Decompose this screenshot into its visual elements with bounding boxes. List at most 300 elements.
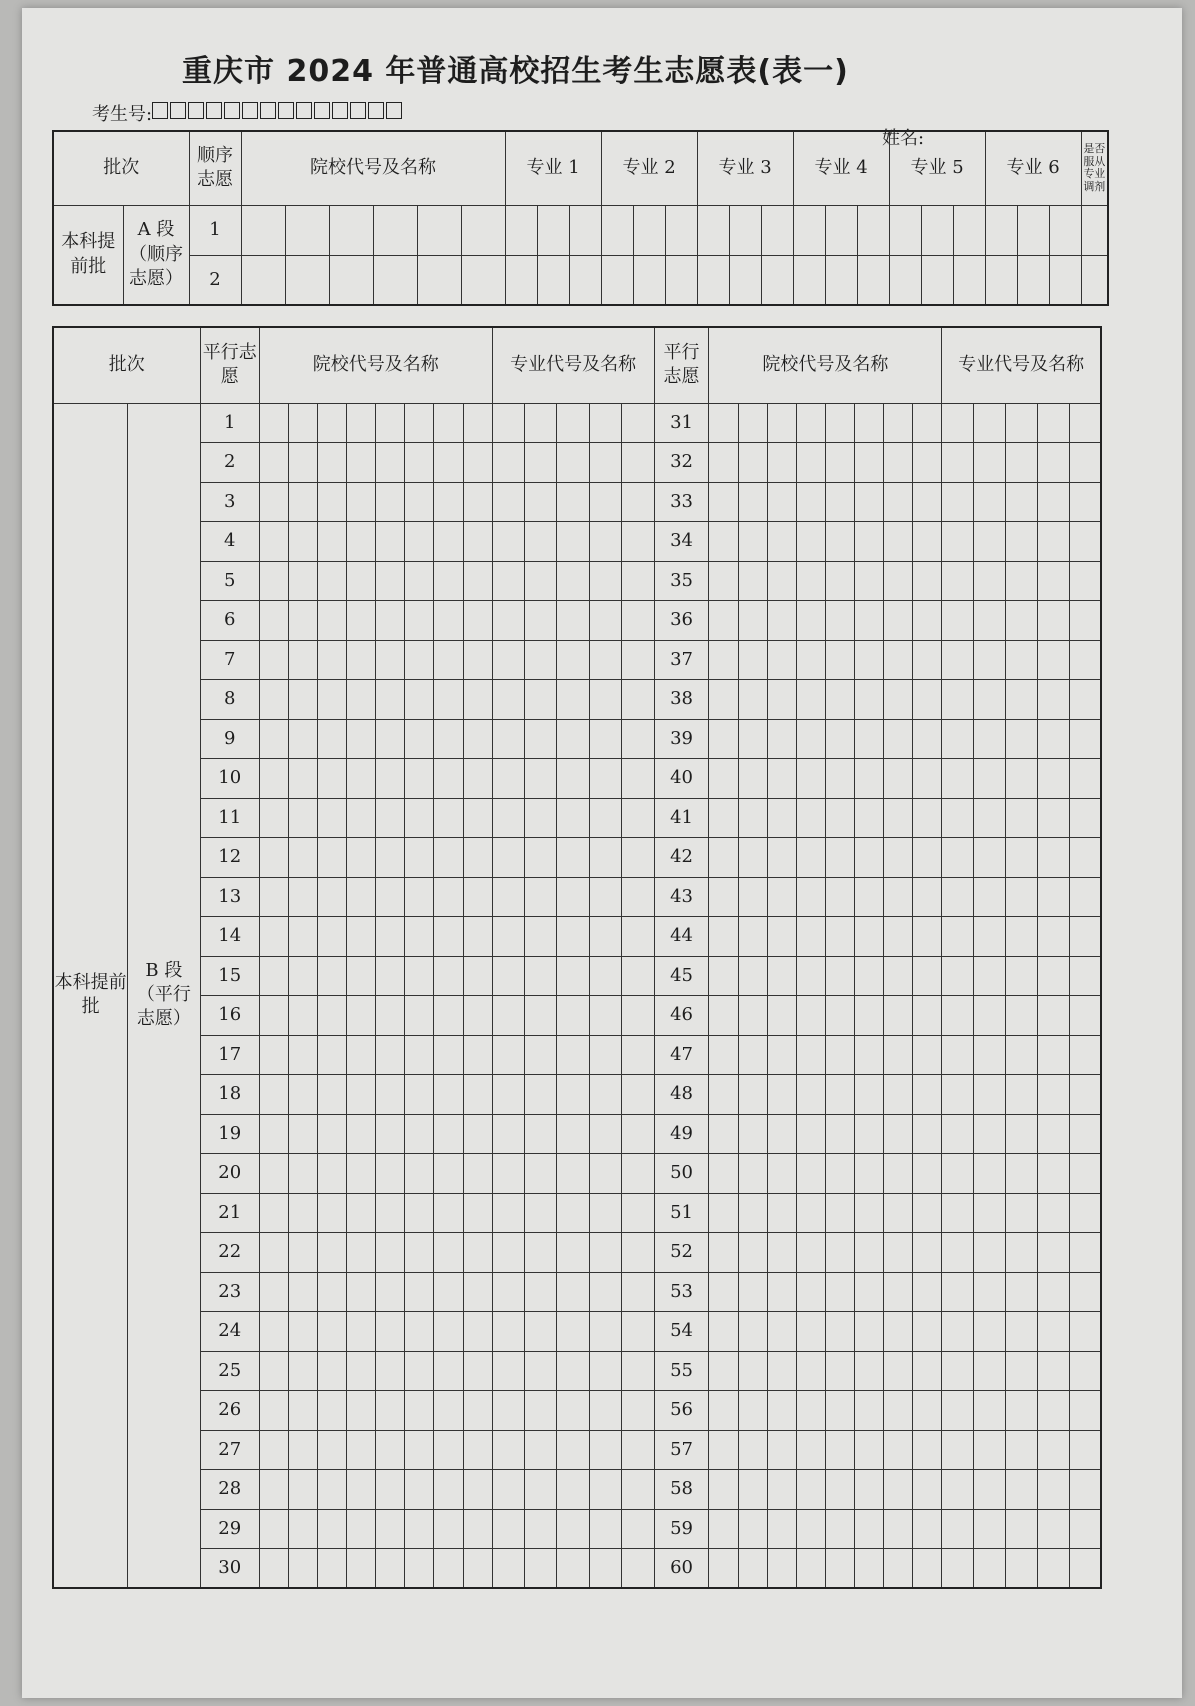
school-code-cell[interactable]	[796, 1509, 825, 1549]
school-code-cell[interactable]	[259, 443, 288, 483]
major-code-cell[interactable]	[601, 205, 633, 255]
school-code-cell[interactable]	[463, 561, 492, 601]
school-code-cell[interactable]	[376, 838, 405, 878]
major-code-cell[interactable]	[1037, 838, 1069, 878]
school-code-cell[interactable]	[884, 1430, 913, 1470]
major-code-cell[interactable]	[1037, 522, 1069, 562]
major-code-cell[interactable]	[942, 877, 974, 917]
school-code-cell[interactable]	[288, 1430, 317, 1470]
major-code-cell[interactable]	[974, 1470, 1006, 1510]
school-code-cell[interactable]	[434, 601, 463, 641]
school-code-cell[interactable]	[434, 443, 463, 483]
major-code-cell[interactable]	[492, 443, 524, 483]
major-code-cell[interactable]	[622, 798, 654, 838]
school-code-cell[interactable]	[347, 1193, 376, 1233]
major-code-cell[interactable]	[1037, 1509, 1069, 1549]
major-code-cell[interactable]	[525, 1233, 557, 1273]
school-code-cell[interactable]	[884, 1035, 913, 1075]
major-code-cell[interactable]	[974, 443, 1006, 483]
school-code-cell[interactable]	[767, 956, 796, 996]
major-code-cell[interactable]	[589, 877, 621, 917]
school-code-cell[interactable]	[738, 601, 767, 641]
major-code-cell[interactable]	[525, 1154, 557, 1194]
major-code-cell[interactable]	[1037, 1193, 1069, 1233]
school-code-cell[interactable]	[434, 838, 463, 878]
school-code-cell[interactable]	[318, 522, 347, 562]
major-code-cell[interactable]	[525, 522, 557, 562]
school-code-cell[interactable]	[373, 255, 417, 305]
exam-id-digit-box[interactable]	[386, 102, 402, 119]
major-code-cell[interactable]	[525, 640, 557, 680]
school-code-cell[interactable]	[376, 1193, 405, 1233]
school-code-cell[interactable]	[318, 996, 347, 1036]
school-code-cell[interactable]	[884, 1193, 913, 1233]
school-code-cell[interactable]	[405, 443, 434, 483]
school-code-cell[interactable]	[405, 719, 434, 759]
school-code-cell[interactable]	[405, 996, 434, 1036]
school-code-cell[interactable]	[767, 1509, 796, 1549]
school-code-cell[interactable]	[767, 1154, 796, 1194]
school-code-cell[interactable]	[463, 1312, 492, 1352]
school-code-cell[interactable]	[259, 996, 288, 1036]
major-code-cell[interactable]	[942, 680, 974, 720]
major-code-cell[interactable]	[1037, 1470, 1069, 1510]
major-code-cell[interactable]	[525, 759, 557, 799]
major-code-cell[interactable]	[942, 1351, 974, 1391]
school-code-cell[interactable]	[347, 719, 376, 759]
school-code-cell[interactable]	[318, 443, 347, 483]
school-code-cell[interactable]	[709, 1509, 738, 1549]
major-code-cell[interactable]	[793, 205, 825, 255]
school-code-cell[interactable]	[709, 1391, 738, 1431]
major-code-cell[interactable]	[557, 1430, 589, 1470]
major-code-cell[interactable]	[525, 1549, 557, 1589]
school-code-cell[interactable]	[405, 680, 434, 720]
school-code-cell[interactable]	[854, 1312, 883, 1352]
school-code-cell[interactable]	[259, 403, 288, 443]
major-code-cell[interactable]	[1037, 680, 1069, 720]
school-code-cell[interactable]	[405, 917, 434, 957]
school-code-cell[interactable]	[796, 917, 825, 957]
major-code-cell[interactable]	[942, 917, 974, 957]
major-code-cell[interactable]	[942, 443, 974, 483]
major-code-cell[interactable]	[761, 255, 793, 305]
school-code-cell[interactable]	[796, 403, 825, 443]
school-code-cell[interactable]	[434, 1154, 463, 1194]
school-code-cell[interactable]	[318, 917, 347, 957]
school-code-cell[interactable]	[376, 561, 405, 601]
major-code-cell[interactable]	[492, 1154, 524, 1194]
major-code-cell[interactable]	[633, 205, 665, 255]
school-code-cell[interactable]	[913, 561, 942, 601]
school-code-cell[interactable]	[854, 1114, 883, 1154]
school-code-cell[interactable]	[376, 956, 405, 996]
school-code-cell[interactable]	[463, 759, 492, 799]
major-code-cell[interactable]	[942, 1193, 974, 1233]
major-code-cell[interactable]	[1069, 1154, 1101, 1194]
school-code-cell[interactable]	[463, 798, 492, 838]
school-code-cell[interactable]	[884, 877, 913, 917]
school-code-cell[interactable]	[884, 956, 913, 996]
school-code-cell[interactable]	[288, 680, 317, 720]
major-code-cell[interactable]	[589, 1470, 621, 1510]
major-code-cell[interactable]	[1049, 205, 1081, 255]
major-code-cell[interactable]	[525, 917, 557, 957]
school-code-cell[interactable]	[767, 482, 796, 522]
school-code-cell[interactable]	[376, 1272, 405, 1312]
school-code-cell[interactable]	[463, 1154, 492, 1194]
school-code-cell[interactable]	[318, 956, 347, 996]
major-code-cell[interactable]	[557, 759, 589, 799]
major-code-cell[interactable]	[942, 1312, 974, 1352]
school-code-cell[interactable]	[767, 1193, 796, 1233]
school-code-cell[interactable]	[347, 1075, 376, 1115]
major-code-cell[interactable]	[974, 1312, 1006, 1352]
major-code-cell[interactable]	[974, 798, 1006, 838]
school-code-cell[interactable]	[854, 1509, 883, 1549]
school-code-cell[interactable]	[796, 798, 825, 838]
major-code-cell[interactable]	[942, 1154, 974, 1194]
exam-id-digit-box[interactable]	[314, 102, 330, 119]
school-code-cell[interactable]	[434, 996, 463, 1036]
major-code-cell[interactable]	[1005, 403, 1037, 443]
school-code-cell[interactable]	[288, 877, 317, 917]
school-code-cell[interactable]	[825, 1114, 854, 1154]
school-code-cell[interactable]	[434, 561, 463, 601]
school-code-cell[interactable]	[376, 996, 405, 1036]
school-code-cell[interactable]	[796, 996, 825, 1036]
major-code-cell[interactable]	[1037, 640, 1069, 680]
major-code-cell[interactable]	[492, 1233, 524, 1273]
major-code-cell[interactable]	[589, 1351, 621, 1391]
school-code-cell[interactable]	[825, 640, 854, 680]
major-code-cell[interactable]	[985, 255, 1017, 305]
school-code-cell[interactable]	[288, 522, 317, 562]
school-code-cell[interactable]	[347, 561, 376, 601]
school-code-cell[interactable]	[376, 680, 405, 720]
major-code-cell[interactable]	[492, 1193, 524, 1233]
school-code-cell[interactable]	[405, 403, 434, 443]
school-code-cell[interactable]	[913, 956, 942, 996]
school-code-cell[interactable]	[463, 1470, 492, 1510]
school-code-cell[interactable]	[854, 403, 883, 443]
school-code-cell[interactable]	[884, 482, 913, 522]
major-code-cell[interactable]	[1069, 1233, 1101, 1273]
school-code-cell[interactable]	[738, 482, 767, 522]
major-code-cell[interactable]	[525, 838, 557, 878]
school-code-cell[interactable]	[884, 1351, 913, 1391]
school-code-cell[interactable]	[288, 1233, 317, 1273]
school-code-cell[interactable]	[347, 917, 376, 957]
school-code-cell[interactable]	[347, 403, 376, 443]
school-code-cell[interactable]	[854, 1470, 883, 1510]
major-code-cell[interactable]	[557, 1114, 589, 1154]
school-code-cell[interactable]	[434, 482, 463, 522]
school-code-cell[interactable]	[376, 1114, 405, 1154]
major-code-cell[interactable]	[729, 205, 761, 255]
school-code-cell[interactable]	[738, 1233, 767, 1273]
school-code-cell[interactable]	[259, 640, 288, 680]
major-code-cell[interactable]	[492, 403, 524, 443]
major-code-cell[interactable]	[622, 1272, 654, 1312]
major-code-cell[interactable]	[1037, 759, 1069, 799]
school-code-cell[interactable]	[884, 798, 913, 838]
school-code-cell[interactable]	[405, 1154, 434, 1194]
school-code-cell[interactable]	[318, 719, 347, 759]
major-code-cell[interactable]	[622, 719, 654, 759]
school-code-cell[interactable]	[738, 1075, 767, 1115]
school-code-cell[interactable]	[796, 601, 825, 641]
major-code-cell[interactable]	[622, 1035, 654, 1075]
school-code-cell[interactable]	[376, 482, 405, 522]
major-code-cell[interactable]	[1069, 482, 1101, 522]
school-code-cell[interactable]	[884, 838, 913, 878]
school-code-cell[interactable]	[259, 561, 288, 601]
school-code-cell[interactable]	[767, 403, 796, 443]
school-code-cell[interactable]	[709, 1193, 738, 1233]
school-code-cell[interactable]	[825, 1391, 854, 1431]
school-code-cell[interactable]	[347, 759, 376, 799]
school-code-cell[interactable]	[825, 1075, 854, 1115]
school-code-cell[interactable]	[318, 1154, 347, 1194]
major-code-cell[interactable]	[942, 561, 974, 601]
school-code-cell[interactable]	[854, 1154, 883, 1194]
school-code-cell[interactable]	[376, 640, 405, 680]
major-code-cell[interactable]	[974, 1272, 1006, 1312]
exam-id-digit-box[interactable]	[206, 102, 222, 119]
school-code-cell[interactable]	[434, 1272, 463, 1312]
school-code-cell[interactable]	[825, 798, 854, 838]
major-code-cell[interactable]	[589, 1114, 621, 1154]
major-code-cell[interactable]	[589, 561, 621, 601]
major-code-cell[interactable]	[1069, 759, 1101, 799]
major-code-cell[interactable]	[492, 956, 524, 996]
school-code-cell[interactable]	[796, 956, 825, 996]
exam-id-boxes[interactable]	[152, 102, 404, 124]
school-code-cell[interactable]	[825, 403, 854, 443]
school-code-cell[interactable]	[405, 1470, 434, 1510]
school-code-cell[interactable]	[259, 1114, 288, 1154]
school-code-cell[interactable]	[405, 1193, 434, 1233]
major-code-cell[interactable]	[974, 561, 1006, 601]
school-code-cell[interactable]	[709, 1154, 738, 1194]
school-code-cell[interactable]	[405, 1035, 434, 1075]
school-code-cell[interactable]	[318, 1391, 347, 1431]
school-code-cell[interactable]	[884, 1154, 913, 1194]
major-code-cell[interactable]	[589, 838, 621, 878]
school-code-cell[interactable]	[405, 1509, 434, 1549]
school-code-cell[interactable]	[376, 1312, 405, 1352]
school-code-cell[interactable]	[884, 1470, 913, 1510]
school-code-cell[interactable]	[709, 798, 738, 838]
school-code-cell[interactable]	[738, 1391, 767, 1431]
major-code-cell[interactable]	[1069, 1193, 1101, 1233]
major-code-cell[interactable]	[569, 205, 601, 255]
major-code-cell[interactable]	[492, 917, 524, 957]
major-code-cell[interactable]	[1005, 640, 1037, 680]
school-code-cell[interactable]	[347, 956, 376, 996]
major-code-cell[interactable]	[1069, 1509, 1101, 1549]
major-code-cell[interactable]	[1005, 561, 1037, 601]
major-code-cell[interactable]	[557, 798, 589, 838]
major-code-cell[interactable]	[589, 443, 621, 483]
major-code-cell[interactable]	[557, 1193, 589, 1233]
school-code-cell[interactable]	[854, 522, 883, 562]
school-code-cell[interactable]	[796, 877, 825, 917]
school-code-cell[interactable]	[825, 1233, 854, 1273]
major-code-cell[interactable]	[974, 1233, 1006, 1273]
major-code-cell[interactable]	[942, 1233, 974, 1273]
school-code-cell[interactable]	[825, 561, 854, 601]
school-code-cell[interactable]	[259, 1035, 288, 1075]
major-code-cell[interactable]	[492, 1509, 524, 1549]
major-code-cell[interactable]	[974, 1193, 1006, 1233]
major-code-cell[interactable]	[589, 1509, 621, 1549]
major-code-cell[interactable]	[492, 1470, 524, 1510]
major-code-cell[interactable]	[974, 838, 1006, 878]
major-code-cell[interactable]	[1037, 1233, 1069, 1273]
school-code-cell[interactable]	[405, 561, 434, 601]
school-code-cell[interactable]	[347, 1509, 376, 1549]
exam-id-digit-box[interactable]	[260, 102, 276, 119]
major-code-cell[interactable]	[622, 759, 654, 799]
school-code-cell[interactable]	[825, 996, 854, 1036]
major-code-cell[interactable]	[622, 561, 654, 601]
school-code-cell[interactable]	[463, 403, 492, 443]
major-code-cell[interactable]	[1069, 601, 1101, 641]
school-code-cell[interactable]	[913, 798, 942, 838]
school-code-cell[interactable]	[259, 601, 288, 641]
school-code-cell[interactable]	[288, 561, 317, 601]
school-code-cell[interactable]	[825, 1154, 854, 1194]
school-code-cell[interactable]	[738, 1272, 767, 1312]
major-code-cell[interactable]	[953, 205, 985, 255]
school-code-cell[interactable]	[259, 482, 288, 522]
school-code-cell[interactable]	[288, 759, 317, 799]
major-code-cell[interactable]	[622, 1193, 654, 1233]
school-code-cell[interactable]	[347, 798, 376, 838]
school-code-cell[interactable]	[825, 601, 854, 641]
school-code-cell[interactable]	[709, 680, 738, 720]
school-code-cell[interactable]	[434, 719, 463, 759]
school-code-cell[interactable]	[825, 1272, 854, 1312]
school-code-cell[interactable]	[373, 205, 417, 255]
major-code-cell[interactable]	[492, 877, 524, 917]
exam-id-digit-box[interactable]	[224, 102, 240, 119]
major-code-cell[interactable]	[557, 996, 589, 1036]
school-code-cell[interactable]	[376, 403, 405, 443]
major-code-cell[interactable]	[492, 759, 524, 799]
school-code-cell[interactable]	[913, 601, 942, 641]
school-code-cell[interactable]	[285, 255, 329, 305]
major-code-cell[interactable]	[525, 403, 557, 443]
major-code-cell[interactable]	[942, 1075, 974, 1115]
school-code-cell[interactable]	[738, 1549, 767, 1589]
school-code-cell[interactable]	[884, 1075, 913, 1115]
school-code-cell[interactable]	[463, 482, 492, 522]
school-code-cell[interactable]	[318, 798, 347, 838]
school-code-cell[interactable]	[434, 1233, 463, 1273]
school-code-cell[interactable]	[913, 1509, 942, 1549]
major-code-cell[interactable]	[537, 205, 569, 255]
major-code-cell[interactable]	[633, 255, 665, 305]
major-code-cell[interactable]	[1069, 680, 1101, 720]
school-code-cell[interactable]	[347, 996, 376, 1036]
school-code-cell[interactable]	[463, 1035, 492, 1075]
school-code-cell[interactable]	[241, 255, 285, 305]
school-code-cell[interactable]	[318, 759, 347, 799]
school-code-cell[interactable]	[825, 1193, 854, 1233]
school-code-cell[interactable]	[434, 680, 463, 720]
major-code-cell[interactable]	[942, 1549, 974, 1589]
school-code-cell[interactable]	[318, 1351, 347, 1391]
school-code-cell[interactable]	[854, 1391, 883, 1431]
school-code-cell[interactable]	[463, 1509, 492, 1549]
major-code-cell[interactable]	[761, 205, 793, 255]
school-code-cell[interactable]	[854, 996, 883, 1036]
school-code-cell[interactable]	[417, 255, 461, 305]
school-code-cell[interactable]	[405, 601, 434, 641]
major-code-cell[interactable]	[557, 956, 589, 996]
school-code-cell[interactable]	[709, 759, 738, 799]
major-code-cell[interactable]	[974, 1035, 1006, 1075]
major-code-cell[interactable]	[622, 601, 654, 641]
major-code-cell[interactable]	[889, 255, 921, 305]
major-code-cell[interactable]	[525, 719, 557, 759]
major-code-cell[interactable]	[1037, 443, 1069, 483]
exam-id-digit-box[interactable]	[170, 102, 186, 119]
school-code-cell[interactable]	[854, 443, 883, 483]
school-code-cell[interactable]	[288, 601, 317, 641]
school-code-cell[interactable]	[405, 1233, 434, 1273]
school-code-cell[interactable]	[405, 640, 434, 680]
school-code-cell[interactable]	[767, 719, 796, 759]
school-code-cell[interactable]	[738, 1509, 767, 1549]
major-code-cell[interactable]	[974, 482, 1006, 522]
major-code-cell[interactable]	[1069, 1470, 1101, 1510]
major-code-cell[interactable]	[942, 403, 974, 443]
major-code-cell[interactable]	[589, 1233, 621, 1273]
major-code-cell[interactable]	[942, 1509, 974, 1549]
school-code-cell[interactable]	[329, 205, 373, 255]
major-code-cell[interactable]	[697, 205, 729, 255]
school-code-cell[interactable]	[405, 838, 434, 878]
school-code-cell[interactable]	[884, 719, 913, 759]
school-code-cell[interactable]	[259, 1075, 288, 1115]
school-code-cell[interactable]	[463, 996, 492, 1036]
major-code-cell[interactable]	[1005, 1470, 1037, 1510]
major-code-cell[interactable]	[589, 522, 621, 562]
major-code-cell[interactable]	[1069, 1272, 1101, 1312]
major-code-cell[interactable]	[921, 255, 953, 305]
school-code-cell[interactable]	[913, 1114, 942, 1154]
school-code-cell[interactable]	[259, 838, 288, 878]
school-code-cell[interactable]	[884, 561, 913, 601]
school-code-cell[interactable]	[884, 917, 913, 957]
school-code-cell[interactable]	[376, 1470, 405, 1510]
school-code-cell[interactable]	[738, 956, 767, 996]
school-code-cell[interactable]	[709, 443, 738, 483]
school-code-cell[interactable]	[913, 1075, 942, 1115]
major-code-cell[interactable]	[1005, 680, 1037, 720]
school-code-cell[interactable]	[259, 917, 288, 957]
school-code-cell[interactable]	[318, 640, 347, 680]
school-code-cell[interactable]	[884, 443, 913, 483]
major-code-cell[interactable]	[1037, 601, 1069, 641]
school-code-cell[interactable]	[259, 759, 288, 799]
major-code-cell[interactable]	[942, 956, 974, 996]
major-code-cell[interactable]	[1049, 255, 1081, 305]
